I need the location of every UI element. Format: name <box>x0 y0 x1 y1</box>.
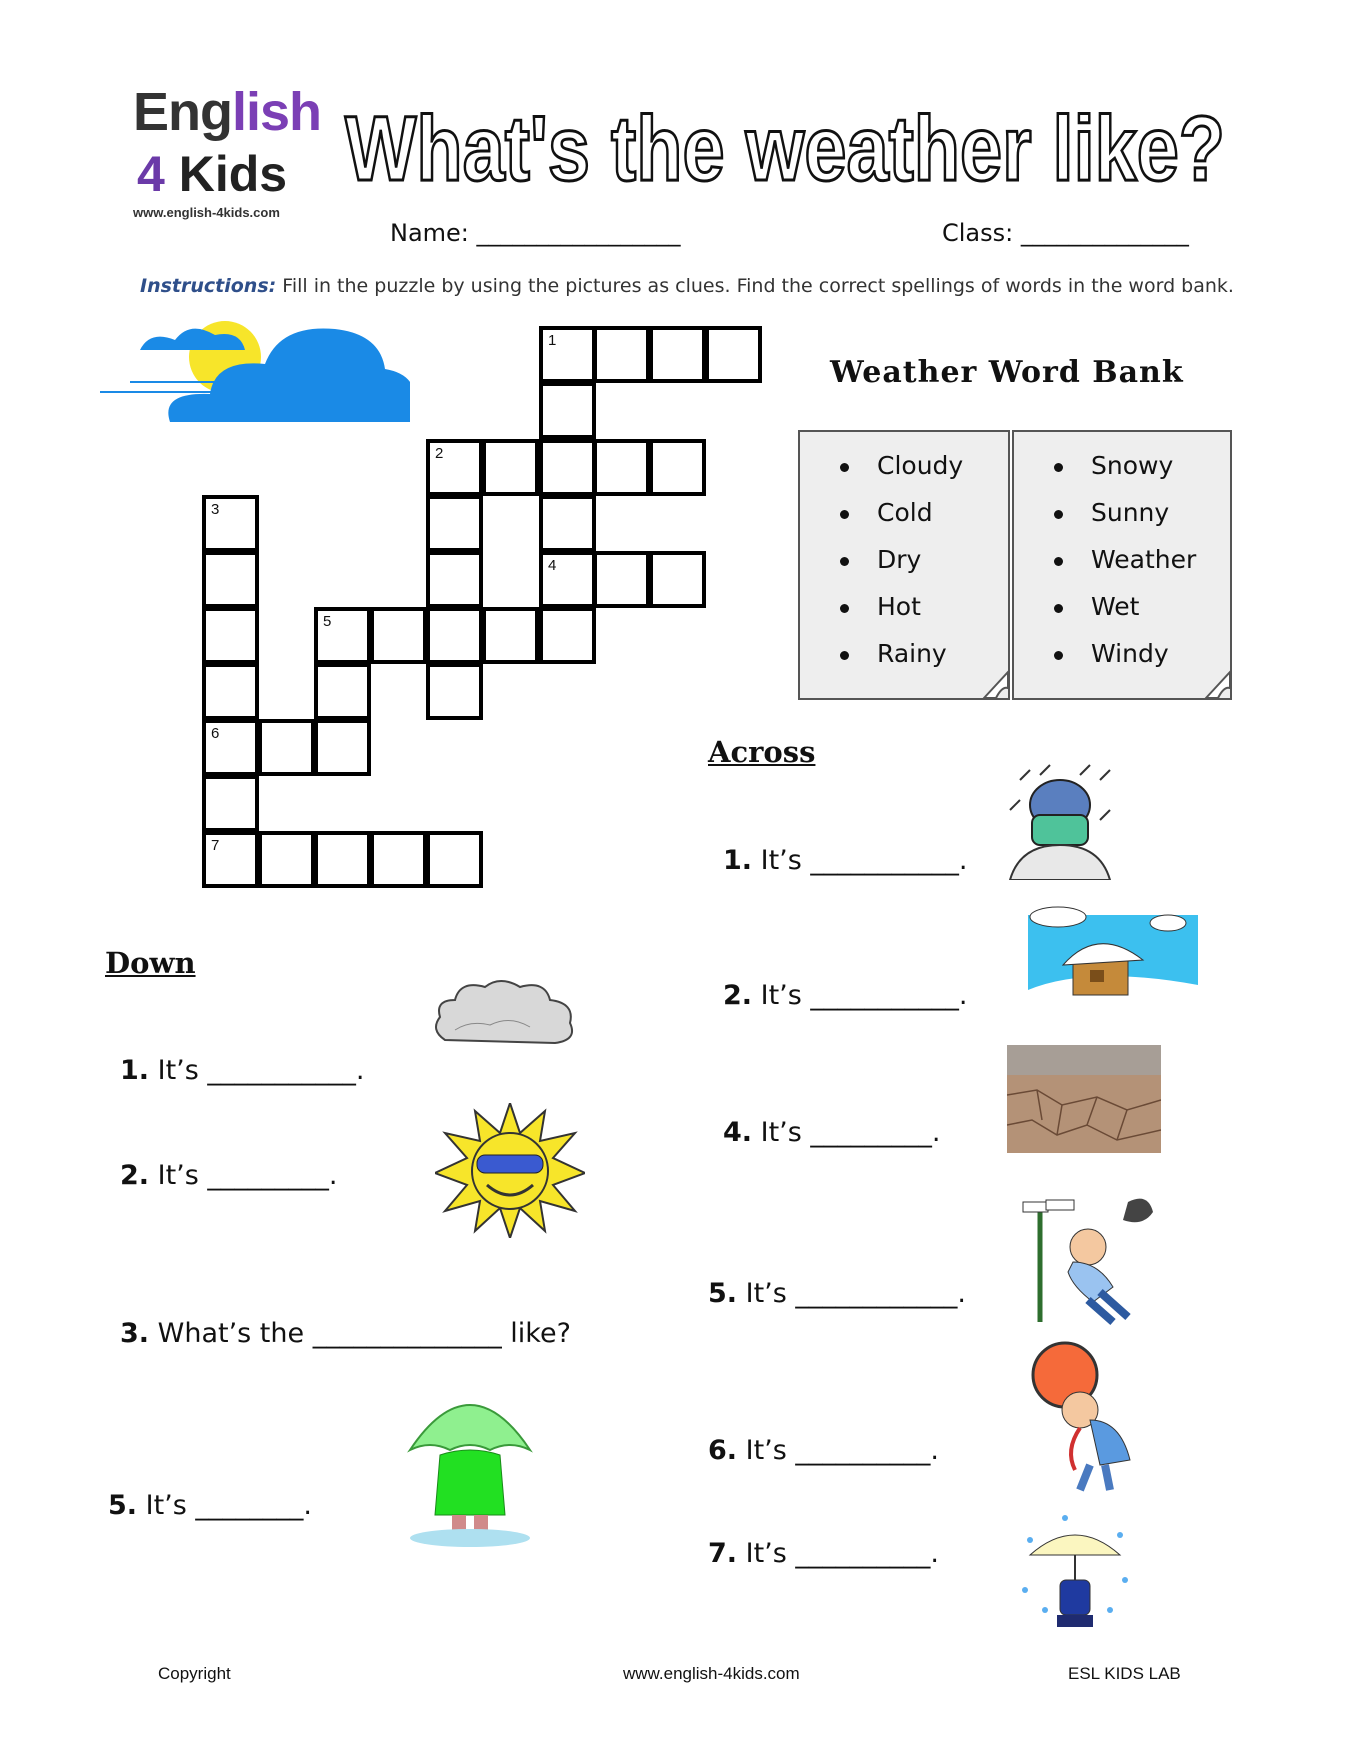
word-bank-item: Snowy <box>1054 442 1230 489</box>
across-heading: Across <box>708 735 816 769</box>
hot-person-icon <box>1020 1340 1145 1500</box>
crossword-cell[interactable]: 1 <box>539 326 596 383</box>
cold-person-icon <box>1000 760 1120 880</box>
crossword-cell[interactable] <box>258 719 315 776</box>
dry-ground-icon <box>1007 1045 1161 1153</box>
snowy-house-icon <box>1028 905 1198 1010</box>
name-field[interactable] <box>390 219 681 247</box>
name-label: Name: <box>390 219 469 247</box>
down-clue-3[interactable]: 3. What’s the ______________ like? <box>120 1318 571 1349</box>
crossword-cell[interactable] <box>482 439 539 496</box>
crossword-cell[interactable] <box>426 607 483 664</box>
crossword-cell[interactable] <box>426 831 483 888</box>
crossword-cell[interactable] <box>593 551 650 608</box>
page-curl-icon <box>1204 670 1232 700</box>
crossword-cell[interactable] <box>202 551 259 608</box>
crossword-cell[interactable] <box>539 439 596 496</box>
class-label: Class: <box>942 219 1014 247</box>
rainy-umbrella-icon <box>400 1380 540 1550</box>
word-bank-item: Rainy <box>840 630 1008 677</box>
crossword-cell[interactable]: 5 <box>314 607 371 664</box>
word-bank-item: Sunny <box>1054 489 1230 536</box>
across-clue-1[interactable]: 1. It’s ___________. <box>723 845 968 876</box>
crossword-cell[interactable] <box>370 607 427 664</box>
crossword-cell[interactable] <box>314 719 371 776</box>
crossword-cell[interactable] <box>202 607 259 664</box>
crossword-cell[interactable] <box>370 831 427 888</box>
word-bank-item: Wet <box>1054 583 1230 630</box>
across-clue-7[interactable]: 7. It’s __________. <box>708 1538 939 1569</box>
logo <box>133 82 322 232</box>
cloudy-icon <box>430 975 580 1050</box>
across-clue-4[interactable]: 4. It’s _________. <box>723 1117 941 1148</box>
windy-person-icon <box>1018 1192 1158 1327</box>
down-clue-2[interactable]: 2. It’s _________. <box>120 1160 338 1191</box>
word-bank-item: Weather <box>1054 536 1230 583</box>
crossword-cell[interactable] <box>482 607 539 664</box>
crossword-cell[interactable]: 2 <box>426 439 483 496</box>
crossword-cell[interactable] <box>426 663 483 720</box>
footer-url[interactable]: www.english-4kids.com <box>623 1664 800 1683</box>
cloud-sun-icon <box>100 312 410 432</box>
word-bank-item: Cold <box>840 489 1008 536</box>
footer-brand: ESL KIDS LAB <box>1068 1664 1181 1683</box>
crossword-cell[interactable] <box>426 495 483 552</box>
crossword-cell[interactable]: 7 <box>202 831 259 888</box>
down-clue-1[interactable]: 1. It’s ___________. <box>120 1055 365 1086</box>
crossword-cell[interactable] <box>649 439 706 496</box>
crossword-cell[interactable] <box>258 831 315 888</box>
instructions-text: Fill in the puzzle by using the pictures as clues. Find the correct spellings of words in the word bank. <box>276 275 1234 297</box>
crossword-cell[interactable]: 3 <box>202 495 259 552</box>
across-clue-5[interactable]: 5. It’s ____________. <box>708 1278 966 1309</box>
crossword-cell[interactable] <box>539 495 596 552</box>
crossword-cell[interactable]: 4 <box>539 551 596 608</box>
word-bank-column-2 <box>1012 430 1232 700</box>
word-bank-item: Windy <box>1054 630 1230 677</box>
crossword-cell[interactable] <box>202 663 259 720</box>
crossword-cell[interactable] <box>705 326 762 383</box>
instructions-label: Instructions: <box>140 275 277 297</box>
word-bank-title: Weather Word Bank <box>830 355 1184 390</box>
class-blank[interactable]: ______________ <box>1020 219 1189 247</box>
logo-url: www.english-4kids.com <box>133 205 280 220</box>
footer-copyright: Copyright <box>158 1664 231 1683</box>
crossword-cell[interactable] <box>426 551 483 608</box>
sunny-icon <box>435 1103 585 1238</box>
word-bank-item: Dry <box>840 536 1008 583</box>
crossword-cell[interactable] <box>593 439 650 496</box>
word-bank-column-1 <box>798 430 1010 700</box>
instructions <box>140 275 1234 297</box>
page-title <box>345 92 1235 202</box>
crossword-cell[interactable] <box>649 326 706 383</box>
crossword-cell[interactable] <box>539 607 596 664</box>
wet-rain-icon <box>1015 1510 1135 1635</box>
crossword-cell[interactable] <box>593 326 650 383</box>
across-clue-2[interactable]: 2. It’s ___________. <box>723 980 968 1011</box>
word-bank-item: Hot <box>840 583 1008 630</box>
logo-line1: English <box>133 82 322 142</box>
crossword-cell[interactable] <box>649 551 706 608</box>
page-title-text: What's the weather like? <box>345 98 1225 200</box>
crossword-cell[interactable]: 6 <box>202 719 259 776</box>
across-clue-6[interactable]: 6. It’s __________. <box>708 1435 939 1466</box>
down-clue-5[interactable]: 5. It’s ________. <box>108 1490 312 1521</box>
crossword-cell[interactable] <box>314 831 371 888</box>
down-heading: Down <box>105 946 196 980</box>
crossword-cell[interactable] <box>314 663 371 720</box>
class-field[interactable] <box>942 219 1189 247</box>
crossword-cell[interactable] <box>539 382 596 439</box>
word-bank-item: Cloudy <box>840 442 1008 489</box>
name-blank[interactable]: _________________ <box>476 219 681 247</box>
page-curl-icon <box>982 670 1010 700</box>
crossword-cell[interactable] <box>202 775 259 832</box>
logo-line2: 4 Kids <box>137 146 288 202</box>
